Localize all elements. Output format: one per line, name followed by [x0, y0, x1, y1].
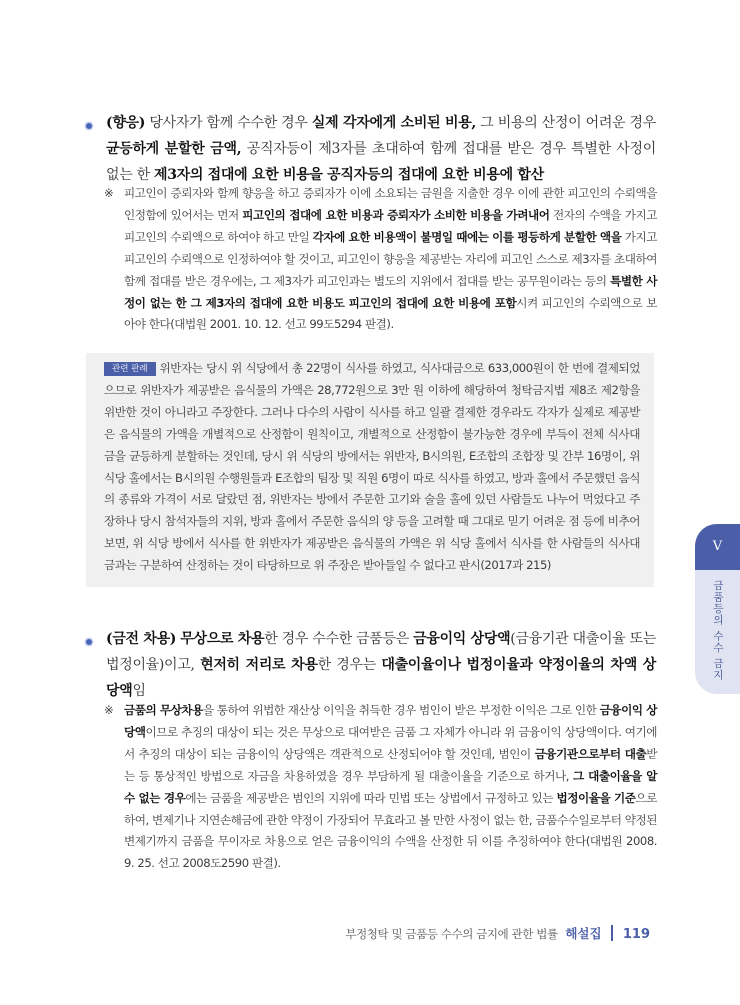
note-text: 피고인이 증뢰자와 함께 향응을 하고 증뢰자가 이에 소요되는 금원을 지출한 경우 이에 관한 피고인의 수뢰액을 인정함에 있어서는 먼저 피고인의 접대에 요한 비용과 증뢰자가 소비한 비용을 가려내어 전자의 수액을 가지고 피고인의 수뢰액으로 하여야 하고 만일 각자에 요한 비용액이 불명일 때에는 이를 평등하게 분할한 액을 가지고 피고인의 수뢰액으로 인정하여야 할 것이고, 피고인이 향응을 제공받는 자리에 피고인 스스로 제3자를 초대하여 함께 접대를 받은 경우에는, 그 제3자가 피고인과는 별도의 지위에서 접대를 받는 공무원이라는 등의 특별한 사정이 없는 한 그 제3자의 접대에 요한 비용도 피고인의 접대에 요한 비용에 포함시켜 피고인의 수뢰액으로 보아야 한다(대법원 2001. 10. 12. 선고 99도5294 판결).: [124, 186, 658, 332]
chapter-tab-label: 금품등의 수수 금지: [712, 580, 724, 681]
note-mark: ※: [104, 186, 114, 200]
bullet-text: (금전 차용) 무상으로 차용한 경우 수수한 금품등은 금융이익 상당액(금융기관 대출이율 또는 법정이율)이고, 현저히 저리로 차용한 경우는 대출이율이나 법정이율과 약정이율의 차액 상당액임: [106, 631, 657, 699]
case-text-block: [104, 358, 640, 577]
page-number: 119: [622, 927, 650, 942]
bullet-text: (향응) 당사자가 함께 수수한 경우 실제 각자에게 소비된 비용, 그 비용의 산정이 어려운 경우 균등하게 분할한 금액, 공직자등이 제3자를 초대하여 함께 접대를 받은 경우 특별한 사정이 없는 한 제3자의 접대에 요한 비용을 공직자등의 접대에 요한 비용에 합산: [106, 115, 656, 183]
bullet-icon: [86, 123, 92, 129]
case-text: 위반자는 당시 위 식당에서 총 22명이 식사를 하였고, 식사대금으로 633,000원이 한 번에 결제되었으므로 위반자가 제공받은 음식물의 가액은 28,772원으로 3만 원 이하에 해당하여 청탁금지법 제8조 제2항을 위반한 것이 아니라고 주장한다. 그러나 다수의 사람이 식사를 하고 일괄 결제한 경우라도 각자가 실제로 제공받은 음식물의 가액을 개별적으로 산정함이 원칙이고, 개별적으로 산정함이 불가능한 경우에 부득이 전체 식사대금을 균등하게 분할하는 것인데, 당시 위 식당의 방에서는 위반자, B시의원, E조합의 조합장 및 간부 16명이, 위 식당 홀에서는 B시의원 수행원들과 E조합의 팀장 및 직원 6명이 따로 식사를 하였고, 방과 홀에서 주문했던 음식의 종류와 가격이 서로 달랐던 점, 위반자는 방에서 주문한 고기와 술을 홀에 있던 사람들도 나누어 먹었다고 주장하나 당시 참석자들의 지위, 방과 홀에서 주문한 음식의 양 등을 고려할 때 그대로 믿기 어려운 점 등에 비추어 보면, 위 식당 방에서 식사를 한 위반자가 제공받은 음식물의 가액은 위 식당 홀에서 식사를 한 사람들의 식사대금과는 구분하여 산정하는 것이 타당하므로 위 주장은 받아들일 수 없다고 판시(2017과 215): [104, 361, 640, 573]
case-tag-badge: 관련 판례: [104, 362, 156, 376]
footer-separator: [611, 925, 613, 941]
note-hospitality-precedent: [104, 183, 657, 336]
bullet-item-money-borrowing: [86, 626, 656, 704]
bullet-item-hospitality: [86, 110, 656, 188]
note-mark: ※: [104, 703, 114, 717]
bullet-heading: (향응): [106, 115, 146, 131]
note-text: 금품의 무상차용을 통하여 위법한 재산상 이익을 취득한 경우 범인이 받은 부정한 이익은 그로 인한 금융이익 상당액이므로 추징의 대상이 되는 것은 무상으로 대여받은 금품 그 자체가 아니라 위 금융이익 상당액이다. 여기에서 추징의 대상이 되는 금융이익 상당액은 객관적으로 산정되어야 할 것인데, 범인이 금융기관으로부터 대출받는 등 통상적인 방법으로 자금을 차용하였을 경우 부담하게 될 대출이율을 기준으로 하거나, 그 대출이율을 알 수 없는 경우에는 금품을 제공받은 범인의 지위에 따라 민법 또는 상법에서 규정하고 있는 법정이율을 기준으로 하여, 변제기나 지연손해금에 관한 약정이 가장되어 무효라고 볼 만한 사정이 없는 한, 금품수수일로부터 약정된 변제기까지 금품을 무이자로 차용으로 얻은 금융이익의 수액을 산정한 뒤 이를 추징하여야 한다(대법원 2008. 9. 25. 선고 2008도2590 판결).: [124, 703, 658, 871]
footer-volume: 해설집: [565, 926, 602, 941]
bullet-icon: [86, 639, 92, 645]
bullet-heading: (금전 차용): [106, 631, 177, 647]
chapter-tab-letter[interactable]: V: [695, 524, 740, 570]
note-borrowing-precedent: [104, 700, 657, 875]
footer-book-title: 부정청탁 및 금품등 수수의 금지에 관한 법률: [345, 927, 558, 941]
related-case-box: [86, 353, 654, 587]
page-footer: [300, 921, 650, 947]
chapter-tab[interactable]: [695, 570, 740, 694]
